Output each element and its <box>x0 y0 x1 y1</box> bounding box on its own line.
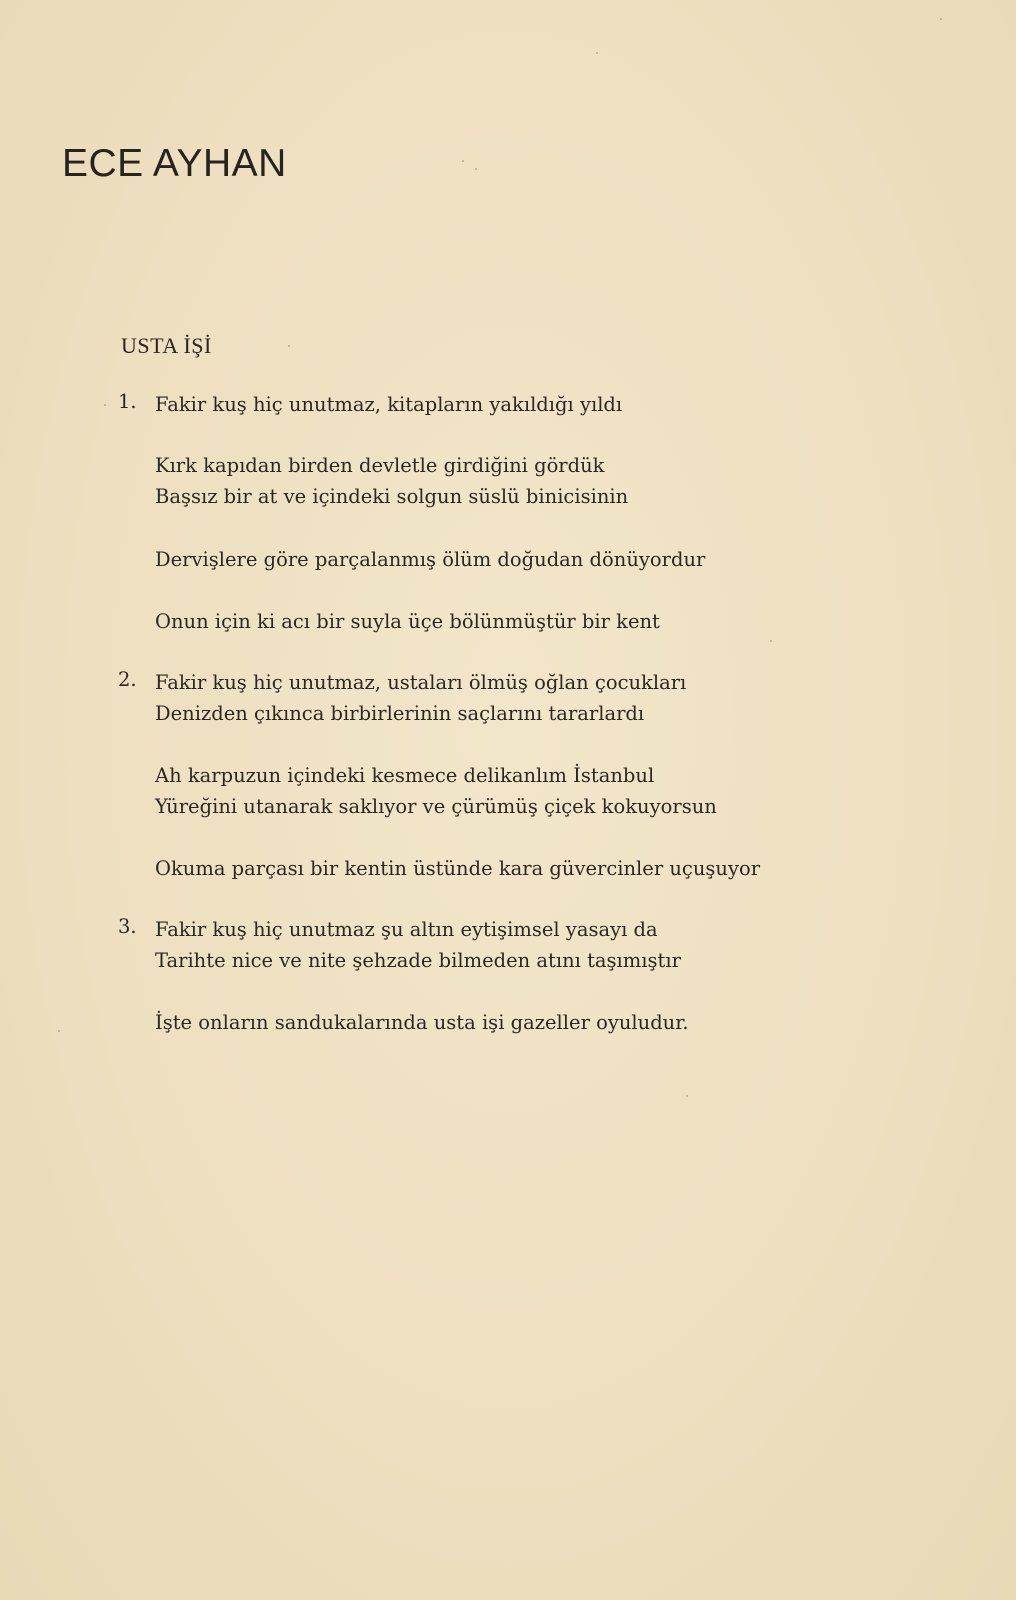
paper-speck <box>475 168 477 170</box>
poem-line: Kırk kapıdan birden devletle girdiğini gördük <box>155 454 605 477</box>
poem-line: Fakir kuş hiç unutmaz, kitapların yakıldığı yıldı <box>155 393 623 416</box>
section-number-3: 3. <box>118 915 137 938</box>
paper-speck <box>940 18 942 20</box>
paper-speck <box>770 640 772 642</box>
poem-line: Fakir kuş hiç unutmaz, ustaları ölmüş oğlan çocukları <box>155 671 687 694</box>
author-name: ECE AYHAN <box>62 142 287 185</box>
poem-title: USTA İŞİ <box>121 333 212 358</box>
poem-line: Denizden çıkınca birbirlerinin saçlarını tararlardı <box>155 702 645 725</box>
section-number-2: 2. <box>118 668 137 691</box>
poem-line: İşte onların sandukalarında usta işi gazeller oyuludur. <box>155 1011 689 1034</box>
poem-line: Fakir kuş hiç unutmaz şu altın eytişimsel yasayı da <box>155 918 658 941</box>
paper-speck <box>58 1030 60 1032</box>
paper-speck <box>104 404 106 406</box>
poem-line: Dervişlere göre parçalanmış ölüm doğudan dönüyordur <box>155 548 706 571</box>
poem-line: Tarihte nice ve nite şehzade bilmeden atını taşımıştır <box>155 949 681 972</box>
poem-line: Ah karpuzun içindeki kesmece delikanlım İstanbul <box>155 764 655 787</box>
paper-speck <box>596 52 598 54</box>
paper-speck <box>288 345 290 347</box>
poem-line: Yüreğini utanarak saklıyor ve çürümüş çiçek kokuyorsun <box>155 795 717 818</box>
poem-line: Onun için ki acı bir suyla üçe bölünmüştür bir kent <box>155 610 660 633</box>
poem-line: Başsız bir at ve içindeki solgun süslü binicisinin <box>155 485 629 508</box>
paper-speck <box>462 160 464 162</box>
poem-line: Okuma parçası bir kentin üstünde kara güvercinler uçuşuyor <box>155 857 761 880</box>
paper-speck <box>686 1095 688 1097</box>
section-number-1: 1. <box>118 390 137 413</box>
